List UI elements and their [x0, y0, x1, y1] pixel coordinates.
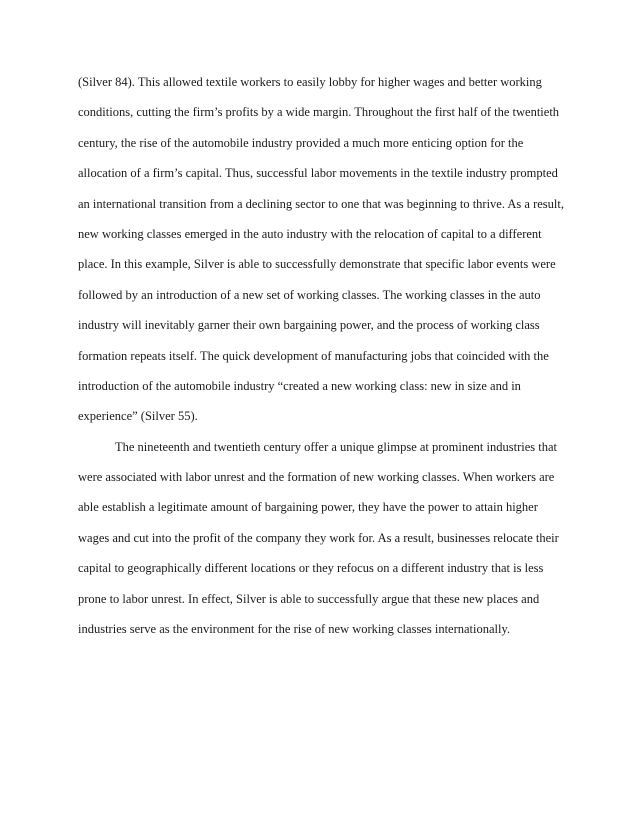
text-line: (Silver 84). This allowed textile workers to easily lobby for higher wages and better working — [78, 75, 542, 89]
text-line: industries serve as the environment for the rise of new working classes internationally. — [78, 622, 511, 637]
document-body — [78, 67, 570, 644]
text-line: The nineteenth and twentieth century offer a unique glimpse at prominent industries that — [115, 439, 558, 454]
text-line: experience” (Silver 55). — [78, 409, 198, 424]
text-line: prone to labor unrest. In effect, Silver is able to successfully argue that these new places and — [78, 591, 540, 606]
paragraph-2 — [78, 432, 570, 645]
text-line: formation repeats itself. The quick development of manufacturing jobs that coincided with the — [78, 348, 549, 363]
text-line: followed by an introduction of a new set of working classes. The working classes in the auto — [78, 287, 541, 302]
text-line: were associated with labor unrest and the formation of new working classes. When workers are — [78, 470, 555, 485]
text-line: able establish a legitimate amount of bargaining power, they have the power to attain higher — [78, 500, 538, 515]
paragraph-1 — [78, 67, 570, 432]
text-line: conditions, cutting the firm’s profits by a wide margin. Throughout the first half of the twentieth — [78, 105, 560, 120]
text-line: an international transition from a declining sector to one that was beginning to thrive. As a result, — [78, 196, 564, 211]
text-line: industry will inevitably garner their own bargaining power, and the process of working class — [78, 318, 540, 333]
text-line: century, the rise of the automobile industry provided a much more enticing option for the — [78, 135, 524, 150]
text-line: allocation of a firm’s capital. Thus, successful labor movements in the textile industry prompted — [78, 166, 558, 181]
text-line: capital to geographically different locations or they refocus on a different industry that is less — [78, 561, 544, 576]
text-line: introduction of the automobile industry “created a new working class: new in size and in — [78, 378, 521, 393]
text-line: wages and cut into the profit of the company they work for. As a result, businesses relocate their — [78, 530, 559, 545]
text-line: new working classes emerged in the auto industry with the relocation of capital to a different — [78, 226, 542, 241]
text-line: place. In this example, Silver is able to successfully demonstrate that specific labor events were — [78, 257, 556, 272]
